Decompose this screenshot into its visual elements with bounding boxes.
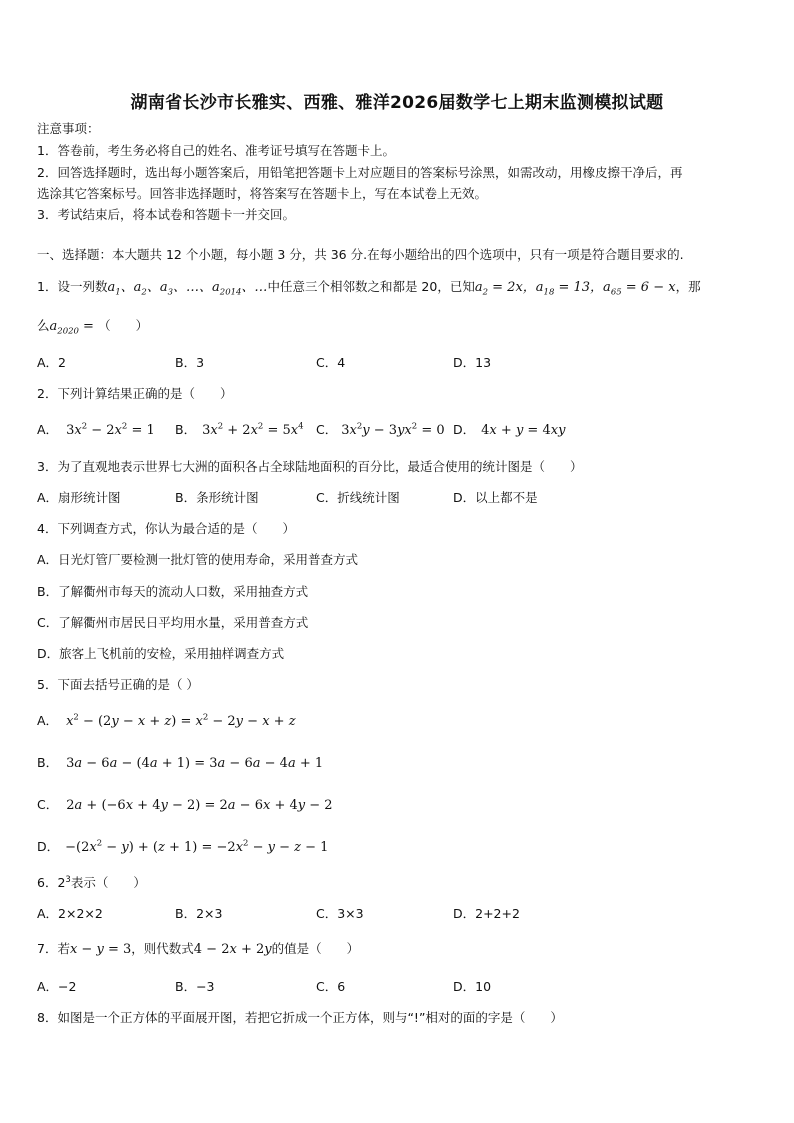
q4-option-a: A．日光灯管厂要检测一批灯管的使用寿命，采用普查方式 [37, 552, 359, 567]
q7-option-c: C．6 [316, 979, 346, 994]
q6-exponent: 3 [65, 874, 71, 885]
notice-heading: 注意事项： [37, 121, 100, 136]
notice-item-2a: 2．回答选择题时，选出每小题答案后，用铅笔把答题卡上对应题目的答案标号涂黑，如需改动，用橡皮擦干净后，再 [37, 165, 683, 180]
q5-option-a-math: $x^2 - (2y - x + z) = x^2 - 2y - x + z$ [66, 712, 296, 729]
q7-option-d: D．10 [453, 979, 492, 994]
question-1-line-2 [37, 318, 148, 335]
q2-option-d-label: D． [453, 422, 476, 437]
q1-option-a: A．2 [37, 355, 67, 370]
q5-option-b-label: B． [37, 755, 59, 770]
q2-option-b [175, 422, 304, 439]
q1-text-4: 么 [37, 318, 50, 333]
q5-option-b [37, 755, 323, 772]
q5-option-d [37, 839, 328, 856]
q4-option-c: C．了解衢州市居民日平均用水量，采用普查方式 [37, 615, 309, 630]
question-8-stem: 8．如图是一个正方体的平面展开图，若把它折成一个正方体，则与“!”相对的面的字是（ ） [37, 1010, 563, 1025]
q5-option-d-math: $-(2x^2 - y) + (z + 1) = -2x^2 - y - z - 1$ [65, 838, 329, 855]
question-7-stem [37, 941, 359, 958]
question-4-stem: 4．下列调查方式，你认为最合适的是（ ） [37, 521, 295, 536]
notice-item-3: 3．考试结束后，将本试卷和答题卡一并交回。 [37, 207, 295, 222]
q2-option-a [37, 422, 155, 439]
question-2-stem: 2．下列计算结果正确的是（ ） [37, 386, 233, 401]
q3-option-c: C．折线统计图 [316, 490, 400, 505]
q1-option-c: C．4 [316, 355, 346, 370]
q3-option-a: A．扇形统计图 [37, 490, 121, 505]
q7-condition: x − y = 3 [69, 942, 132, 957]
notice-item-1: 1．答卷前，考生务必将自己的姓名、准考证号填写在答题卡上。 [37, 143, 395, 158]
q1-text-3: ，那 [675, 279, 701, 294]
q7-expression: 4 − 2x + 2y [193, 942, 272, 957]
q1-given: $a_2 = 2x$，$a_{18} = 13$，$a_{65} = 6 - x$ [474, 280, 676, 298]
q5-option-c [37, 797, 333, 814]
q2-option-c-label: C． [316, 422, 338, 437]
q2-option-a-label: A． [37, 422, 59, 437]
q5-option-b-math: 3a − 6a − (4a + 1) = 3a − 6a − 4a + 1 [66, 756, 324, 771]
q6-option-d: D．2+2+2 [453, 906, 520, 921]
notice-item-2b: 选涂其它答案标号。回答非选择题时，将答案写在答题卡上，写在本试卷上无效。 [37, 186, 488, 201]
q6-stem-post: 表示（ ） [70, 875, 146, 890]
q5-option-c-label: C． [37, 797, 59, 812]
section-heading: 一、选择题：本大题共 12 个小题，每小题 3 分，共 36 分.在每小题给出的四个选项中，只有一项是符合题目要求的. [37, 247, 684, 262]
q5-option-d-label: D． [37, 839, 60, 854]
q6-option-a: A．2×2×2 [37, 906, 103, 921]
page-title: 湖南省长沙市长雅实、西雅、雅洋2026届数学七上期末监测模拟试题 [130, 93, 664, 113]
q1-sequence: $a_1$、$a_2$、$a_3$、…、$a_{2014}$、… [107, 280, 268, 298]
q5-option-c-math: 2a + (−6x + 4y − 2) = 2a − 6x + 4y − 2 [66, 798, 333, 813]
q6-option-b: B．2×3 [175, 906, 223, 921]
q3-option-d: D．以上都不是 [453, 490, 538, 505]
q5-option-a-label: A． [37, 713, 59, 728]
q7-option-a: A．−2 [37, 979, 77, 994]
question-6-stem [37, 875, 146, 891]
q2-option-a-math: $3x^2 - 2x^2 = 1$ [66, 421, 155, 438]
q3-option-b: B．条形统计图 [175, 490, 259, 505]
q6-option-c: C．3×3 [316, 906, 364, 921]
q1-text-5: （ ） [98, 318, 149, 333]
question-5-stem: 5．下面去括号正确的是（ ） [37, 677, 199, 692]
q2-option-d-math: 4x + y = 4xy [481, 423, 566, 438]
q7-text-3: 的值是（ ） [271, 941, 360, 956]
q2-option-d [453, 422, 565, 439]
q1-text-2: 中任意三个相邻数之和都是 20，已知 [267, 279, 475, 294]
q4-option-d: D．旅客上飞机前的安检，采用抽样调查方式 [37, 646, 285, 661]
question-3-stem: 3．为了直观地表示世界七大洲的面积各占全球陆地面积的百分比，最适合使用的统计图是（ ） [37, 459, 583, 474]
q2-option-c-math: $3x^2y - 3yx^2 = 0$ [341, 421, 445, 438]
q2-option-c [316, 422, 445, 439]
q2-option-b-label: B． [175, 422, 197, 437]
q1-option-d: D．13 [453, 355, 492, 370]
q1-target: $a_{2020}$ = [49, 319, 99, 337]
q7-option-b: B．−3 [175, 979, 215, 994]
q5-option-a [37, 713, 296, 730]
q4-option-b: B．了解衢州市每天的流动人口数，采用抽查方式 [37, 584, 309, 599]
question-1-line-1 [37, 279, 701, 296]
q2-option-b-math: $3x^2 + 2x^2 = 5x^4$ [202, 421, 304, 438]
q1-text-1: 1．设一列数 [37, 279, 108, 294]
q6-stem-pre: 6．2 [37, 875, 66, 890]
q7-text-2: ，则代数式 [131, 941, 194, 956]
q7-text-1: 7．若 [37, 941, 70, 956]
q1-option-b: B．3 [175, 355, 205, 370]
